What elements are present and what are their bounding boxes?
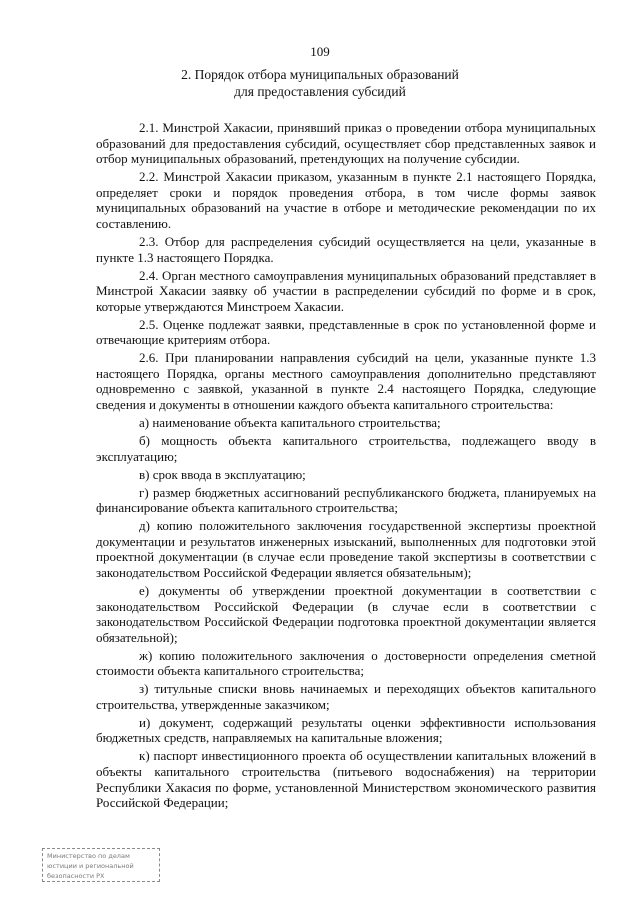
stamp-line-1: Министерство по делам — [47, 852, 130, 860]
list-item-v: в) срок ввода в эксплуатацию; — [139, 466, 306, 482]
stamp-line-2: юстиции и региональной — [47, 862, 134, 870]
list-item-e: е) документы об утверждении проектной документации в соответствии с законодательством Российской Федерации (в случае если в соответствии с законодательством Российской Федерации подготовка проектной документации является обязательной); — [96, 582, 596, 645]
section-title — [130, 66, 510, 100]
section-title-line-2: для предоставления субсидий — [234, 84, 406, 99]
paragraph-2-3: 2.3. Отбор для распределения субсидий осуществляется на цели, указанные в пункте 1.3 настоящего Порядка. — [96, 233, 596, 265]
document-body — [96, 120, 596, 813]
list-item-i: и) документ, содержащий результаты оценки эффективности использования бюджетных средств, направляемых на капитальные вложения; — [96, 714, 596, 746]
list-item-g: г) размер бюджетных ассигнований республиканского бюджета, планируемых на финансирование объекта капитального строительства; — [96, 484, 596, 516]
paragraph-2-1: 2.1. Минстрой Хакасии, принявший приказ о проведении отбора муниципальных образований для предоставления субсидий, осуществляет сбор представленных заявок и отбор муниципальных образований, претендующих на получение субсидии. — [96, 120, 596, 167]
stamp-line-3: безопасности РХ — [47, 872, 105, 880]
list-item-b: б) мощность объекта капитального строительства, подлежащего вводу в эксплуатацию; — [96, 433, 596, 464]
paragraph-2-4: 2.4. Орган местного самоуправления муниципальных образований представляет в Минстрой Хакасии заявку об участии в распределении субсидий по форме и в срок, которые утверждаются Минстроем Хакасии. — [96, 267, 596, 314]
paragraph-2-5: 2.5. Оценке подлежат заявки, представленные в срок по установленной форме и отвечающие критериям отбора. — [96, 316, 596, 348]
section-title-line-1: 2. Порядок отбора муниципальных образований — [181, 67, 459, 82]
registration-stamp — [42, 848, 160, 882]
list-item-a: а) наименование объекта капитального строительства; — [139, 415, 441, 431]
list-item-k: к) паспорт инвестиционного проекта об осуществлении капитальных вложений в объекты капитального строительства (питьевого водоснабжения) на территории Республики Хакасия по форме, установленной Министерством экономического развития Российской Федерации; — [96, 748, 596, 811]
paragraph-2-2: 2.2. Минстрой Хакасии приказом, указанным в пункте 2.1 настоящего Порядка, определяет сроки и порядок проведения отбора, в том числе формы заявок муниципальных образований на участие в отборе и методические рекомендации по их составлению. — [96, 169, 596, 231]
list-item-d: д) копию положительного заключения государственной экспертизы проектной документации и результатов инженерных изысканий, выполненных для подготовки этой проектной документации (в случае если проведение такой экспертизы в соответствии с законодательством Российской Федерации является обязательным); — [96, 518, 596, 580]
list-item-z: з) титульные списки вновь начинаемых и переходящих объектов капитального строительства, утвержденные заказчиком; — [96, 681, 596, 712]
page-number: 109 — [310, 44, 330, 59]
list-item-zh: ж) копию положительного заключения о достоверности определения сметной стоимости объекта капитального строительства; — [96, 647, 596, 679]
paragraph-2-6: 2.6. При планировании направления субсидий на цели, указанные пункте 1.3 настоящего Порядка, органы местного самоуправления дополнительно представляют одновременно с заявкой, указанной в пункте 2.4 настоящего Порядка, следующие сведения и документы в отношении каждого объекта капитального строительства: — [96, 350, 596, 413]
